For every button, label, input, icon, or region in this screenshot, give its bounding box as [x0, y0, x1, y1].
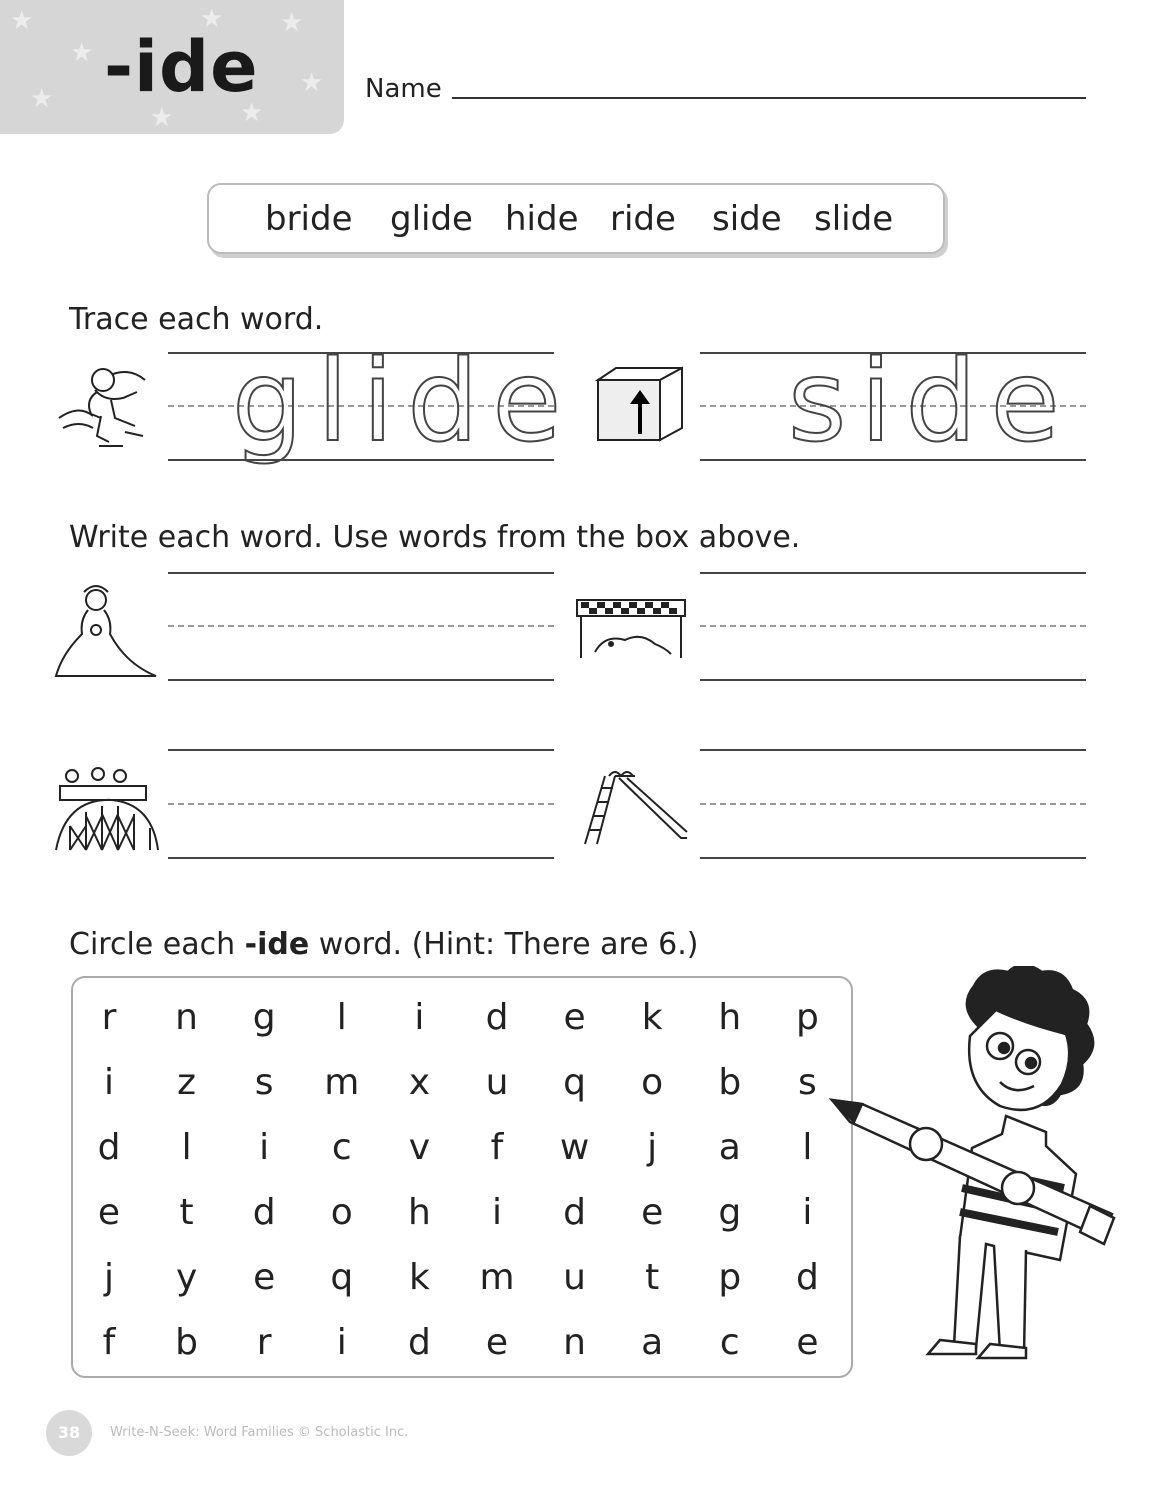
grid-letter[interactable]: n	[563, 1322, 586, 1363]
grid-letter[interactable]: d	[97, 1127, 121, 1168]
footer-credit: Write-N-Seek: Word Families © Scholastic Inc.	[110, 1425, 409, 1440]
trace-word-side: side	[788, 337, 1074, 467]
grid-letter[interactable]: q	[330, 1257, 354, 1298]
bride-icon	[54, 580, 160, 680]
cube-side-icon	[594, 366, 686, 444]
write-mid-line	[700, 625, 1086, 627]
name-label: Name	[365, 74, 442, 104]
ice-skater-icon	[55, 358, 161, 456]
grid-letter[interactable]: s	[254, 1062, 274, 1103]
word-search-grid	[71, 976, 853, 1378]
word-bank-box	[207, 183, 945, 254]
grid-letter[interactable]: f	[102, 1322, 116, 1363]
grid-letter[interactable]: b	[718, 1062, 742, 1103]
grid-letter[interactable]: w	[559, 1127, 590, 1168]
write-top-line	[168, 749, 554, 751]
grid-letter[interactable]: k	[641, 997, 663, 1038]
grid-letter[interactable]: m	[479, 1257, 515, 1298]
roller-coaster-icon	[54, 766, 160, 852]
word-bank-item: side	[712, 199, 782, 239]
playground-slide-icon	[575, 768, 689, 846]
grid-letter[interactable]: b	[175, 1322, 199, 1363]
grid-letter[interactable]: e	[563, 997, 586, 1038]
trace-word-glide: glide	[232, 337, 576, 467]
grid-letter[interactable]: a	[641, 1322, 664, 1363]
grid-letter[interactable]: i	[802, 1192, 813, 1233]
grid-letter[interactable]: i	[414, 997, 425, 1038]
grid-letter[interactable]: e	[796, 1322, 819, 1363]
grid-letter[interactable]: x	[408, 1062, 431, 1103]
grid-letter[interactable]: t	[645, 1257, 660, 1298]
grid-letter[interactable]: g	[252, 997, 276, 1038]
grid-letter[interactable]: p	[795, 997, 819, 1038]
grid-letter[interactable]: g	[718, 1192, 742, 1233]
grid-letter[interactable]: i	[259, 1127, 270, 1168]
dog-hiding-icon	[575, 596, 691, 662]
word-bank-item: glide	[390, 199, 473, 239]
grid-letter[interactable]: r	[256, 1322, 272, 1363]
grid-letter[interactable]: k	[408, 1257, 430, 1298]
search-instruction-text: Circle each	[69, 927, 245, 962]
grid-letter[interactable]: e	[253, 1257, 276, 1298]
grid-letter[interactable]: y	[175, 1257, 198, 1298]
boy-with-pencil-illustration	[828, 966, 1120, 1372]
grid-letter[interactable]: l	[181, 1127, 192, 1168]
grid-letter[interactable]: i	[491, 1192, 502, 1233]
write-base-line[interactable]	[700, 679, 1086, 681]
search-instruction	[69, 927, 698, 962]
search-instruction-hint: word. (Hint: There are 6.)	[309, 927, 699, 962]
grid-letter[interactable]: h	[407, 1192, 431, 1233]
write-mid-line	[168, 625, 554, 627]
grid-letter[interactable]: n	[175, 997, 198, 1038]
grid-letter[interactable]: e	[97, 1192, 121, 1233]
grid-letter[interactable]: u	[485, 1062, 509, 1103]
grid-letter[interactable]: e	[641, 1192, 664, 1233]
grid-letter[interactable]: j	[103, 1257, 114, 1298]
grid-letter[interactable]: c	[719, 1322, 740, 1363]
grid-letter[interactable]: f	[490, 1127, 504, 1168]
grid-letter[interactable]: i	[103, 1062, 114, 1103]
word-bank-item: bride	[265, 199, 353, 239]
grid-letter[interactable]: o	[330, 1192, 353, 1233]
grid-letter[interactable]: a	[718, 1127, 741, 1168]
write-mid-line	[700, 803, 1086, 805]
grid-letter[interactable]: s	[798, 1062, 817, 1103]
grid-letter[interactable]: d	[407, 1322, 431, 1363]
search-instruction-family: -ide	[244, 927, 310, 962]
word-bank-item: ride	[610, 199, 676, 239]
grid-letter[interactable]: i	[336, 1322, 347, 1363]
grid-letter[interactable]: l	[802, 1127, 813, 1168]
grid-letter[interactable]: z	[177, 1062, 197, 1103]
write-base-line[interactable]	[168, 679, 554, 681]
write-top-line	[700, 749, 1086, 751]
word-bank-item: slide	[814, 199, 894, 239]
grid-letter[interactable]: u	[563, 1257, 586, 1298]
name-field-line[interactable]	[452, 97, 1086, 99]
grid-letter[interactable]: t	[179, 1192, 194, 1233]
grid-letter[interactable]: p	[718, 1257, 742, 1298]
write-top-line	[168, 572, 554, 574]
write-mid-line	[168, 803, 554, 805]
grid-letter[interactable]: d	[795, 1257, 819, 1298]
grid-letter[interactable]: v	[408, 1127, 431, 1168]
grid-letter[interactable]: l	[336, 997, 347, 1038]
grid-letter[interactable]: d	[485, 997, 509, 1038]
grid-letter[interactable]: h	[718, 997, 742, 1038]
write-base-line[interactable]	[700, 857, 1086, 859]
grid-letter[interactable]: d	[563, 1192, 587, 1233]
grid-letter[interactable]: c	[331, 1127, 352, 1168]
grid-letter[interactable]: d	[252, 1192, 276, 1233]
word-bank-item: hide	[505, 199, 579, 239]
write-instruction: Write each word. Use words from the box above.	[69, 520, 801, 555]
write-top-line	[700, 572, 1086, 574]
trace-instruction: Trace each word.	[69, 302, 324, 337]
grid-letter[interactable]: r	[101, 997, 117, 1038]
write-base-line[interactable]	[168, 857, 554, 859]
grid-letter[interactable]: j	[647, 1127, 658, 1168]
grid-letter[interactable]: m	[324, 1062, 360, 1103]
word-family-title: -ide	[104, 26, 259, 108]
grid-letter[interactable]: q	[563, 1062, 587, 1103]
header-tab: ★ ★ ★ ★ ★ ★ ★ ★	[0, 0, 344, 134]
page-number-badge: 38	[46, 1410, 92, 1456]
grid-letter[interactable]: e	[485, 1322, 509, 1363]
grid-letter[interactable]: o	[641, 1062, 664, 1103]
